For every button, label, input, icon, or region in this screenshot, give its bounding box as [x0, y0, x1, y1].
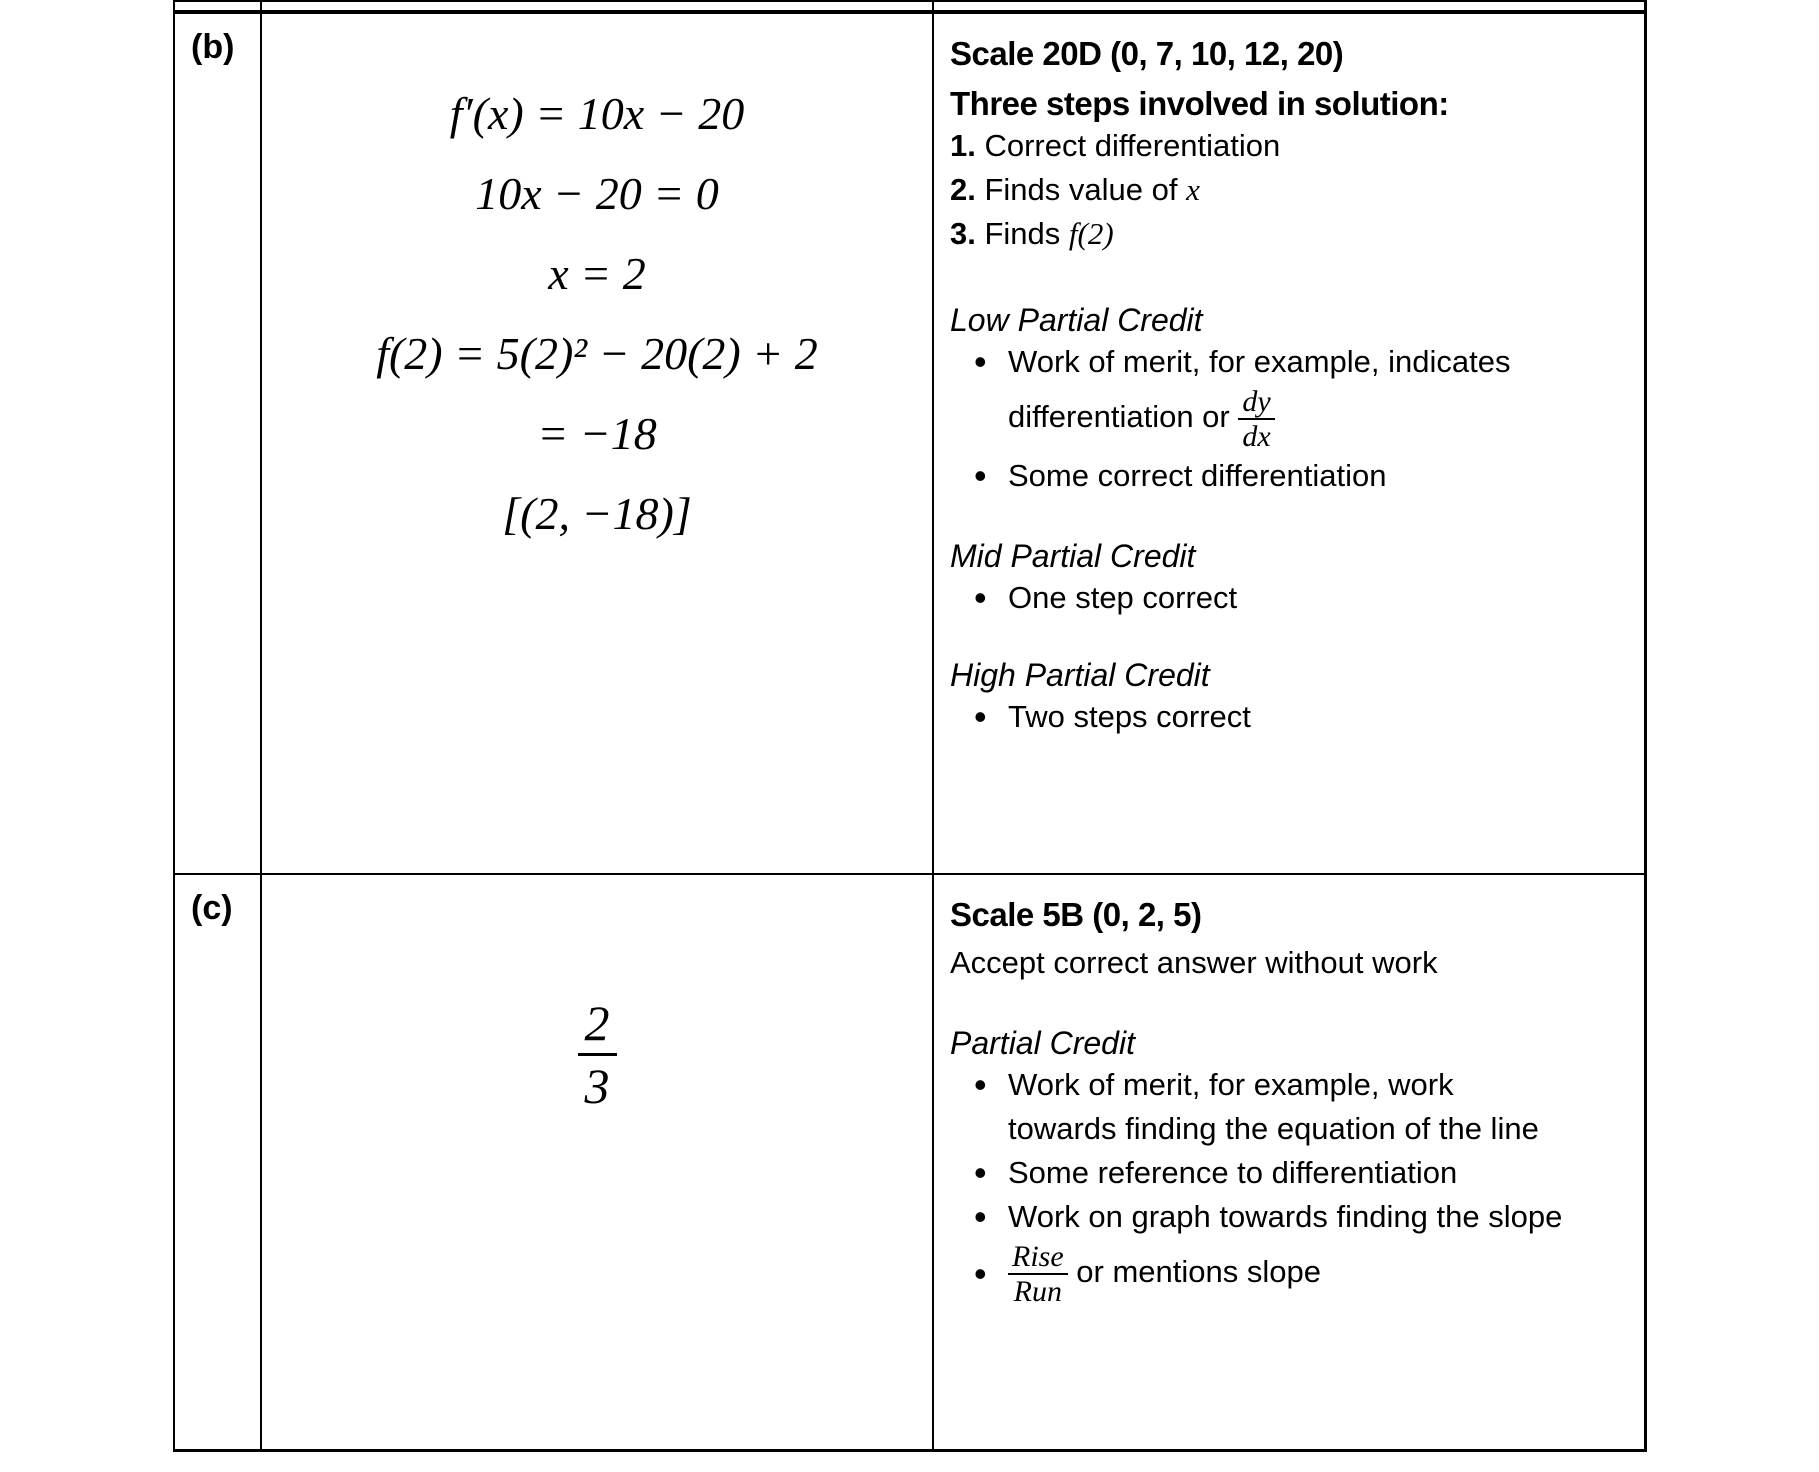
part-label-cell-b	[175, 14, 262, 873]
table-row-b	[173, 14, 1647, 875]
low-partial-credit-heading: Low Partial Credit	[950, 302, 1203, 338]
bullet-text: Some reference to differentiation	[1008, 1155, 1458, 1190]
step-number: 2.	[950, 172, 976, 207]
bullet-text: Some correct differentiation	[1008, 458, 1387, 493]
bullet-text: Work of merit, for example, indicates	[1008, 344, 1511, 379]
marking-notes-cell-b	[934, 14, 1644, 873]
bullet-item	[950, 576, 1630, 620]
step-item-2	[950, 168, 1630, 212]
partial-credit-list	[950, 1063, 1630, 1309]
bullet-text: Two steps correct	[1008, 699, 1251, 734]
fraction-numerator: 2	[578, 997, 617, 1056]
bullet-item	[950, 340, 1630, 454]
fraction-numerator: • Rise	[1008, 1241, 1068, 1275]
math-line: 10x − 20 = 0	[475, 168, 719, 219]
math-line: [(2, −18)]	[502, 488, 692, 539]
step-text: Correct differentiation	[975, 128, 1281, 163]
column-divider	[932, 2, 934, 10]
bullet-item	[950, 1195, 1630, 1239]
step-text: Finds	[975, 216, 1069, 251]
math-line: f(2) = 5(2)² − 20(2) + 2	[376, 328, 818, 379]
bullet-text: Work of merit, for example, work	[1008, 1067, 1454, 1102]
marking-notes-cell-c	[934, 875, 1644, 1449]
math-line: = −18	[537, 408, 657, 459]
fraction-denominator: Run	[1013, 1275, 1062, 1308]
step-math: x	[1186, 172, 1200, 207]
fraction-numerator: dy	[1238, 386, 1274, 420]
fraction-denominator: 3	[584, 1058, 610, 1114]
step-item-1	[950, 124, 1630, 168]
scale-heading-b: Scale 20D (0, 7, 10, 12, 20)	[950, 35, 1344, 72]
steps-heading: Three steps involved in solution:	[950, 85, 1449, 122]
fraction-denominator: dx	[1242, 420, 1271, 453]
step-number: 3.	[950, 216, 976, 251]
mid-partial-credit-list	[950, 576, 1630, 620]
bullet-text: towards finding the equation of the line	[1008, 1111, 1539, 1146]
part-label-b: (b)	[191, 28, 235, 66]
dy-dx-fraction	[1238, 386, 1274, 452]
step-item-3	[950, 212, 1630, 256]
step-math: f(2)	[1068, 216, 1114, 251]
bullet-item	[950, 1063, 1630, 1151]
bullet-item	[950, 1151, 1630, 1195]
previous-row-sliver	[173, 0, 1647, 10]
step-text: Finds value of	[975, 172, 1187, 207]
marking-scheme-table	[173, 0, 1647, 1452]
bullet-text: Work on graph towards finding the slope	[1008, 1199, 1563, 1234]
rise-run-fraction	[1008, 1241, 1068, 1307]
bullet-item	[950, 1239, 1630, 1309]
bullet-text: differentiation or	[1008, 399, 1239, 435]
low-partial-credit-list	[950, 340, 1630, 498]
part-label-cell-c	[175, 875, 262, 1449]
bullet-text: One step correct	[1008, 580, 1238, 615]
partial-credit-heading: Partial Credit	[950, 1025, 1135, 1061]
bullet-text: or mentions slope	[1067, 1254, 1321, 1290]
solution-cell-c	[262, 875, 934, 1449]
column-divider	[260, 2, 262, 10]
table-row-c	[173, 875, 1647, 1452]
bullet-item	[950, 454, 1630, 498]
math-line: f′(x) = 10x − 20	[449, 88, 745, 139]
bullet-item	[950, 695, 1630, 739]
high-partial-credit-heading: High Partial Credit	[950, 657, 1210, 693]
math-line: x = 2	[548, 248, 646, 299]
solution-cell-b	[262, 14, 934, 873]
high-partial-credit-list	[950, 695, 1630, 739]
mid-partial-credit-heading: Mid Partial Credit	[950, 538, 1196, 574]
scale-heading-c: Scale 5B (0, 2, 5)	[950, 896, 1202, 933]
accept-note: Accept correct answer without work	[950, 945, 1438, 980]
part-label-c: (c)	[191, 889, 233, 927]
answer-fraction	[578, 997, 617, 1112]
step-number: 1.	[950, 128, 976, 163]
